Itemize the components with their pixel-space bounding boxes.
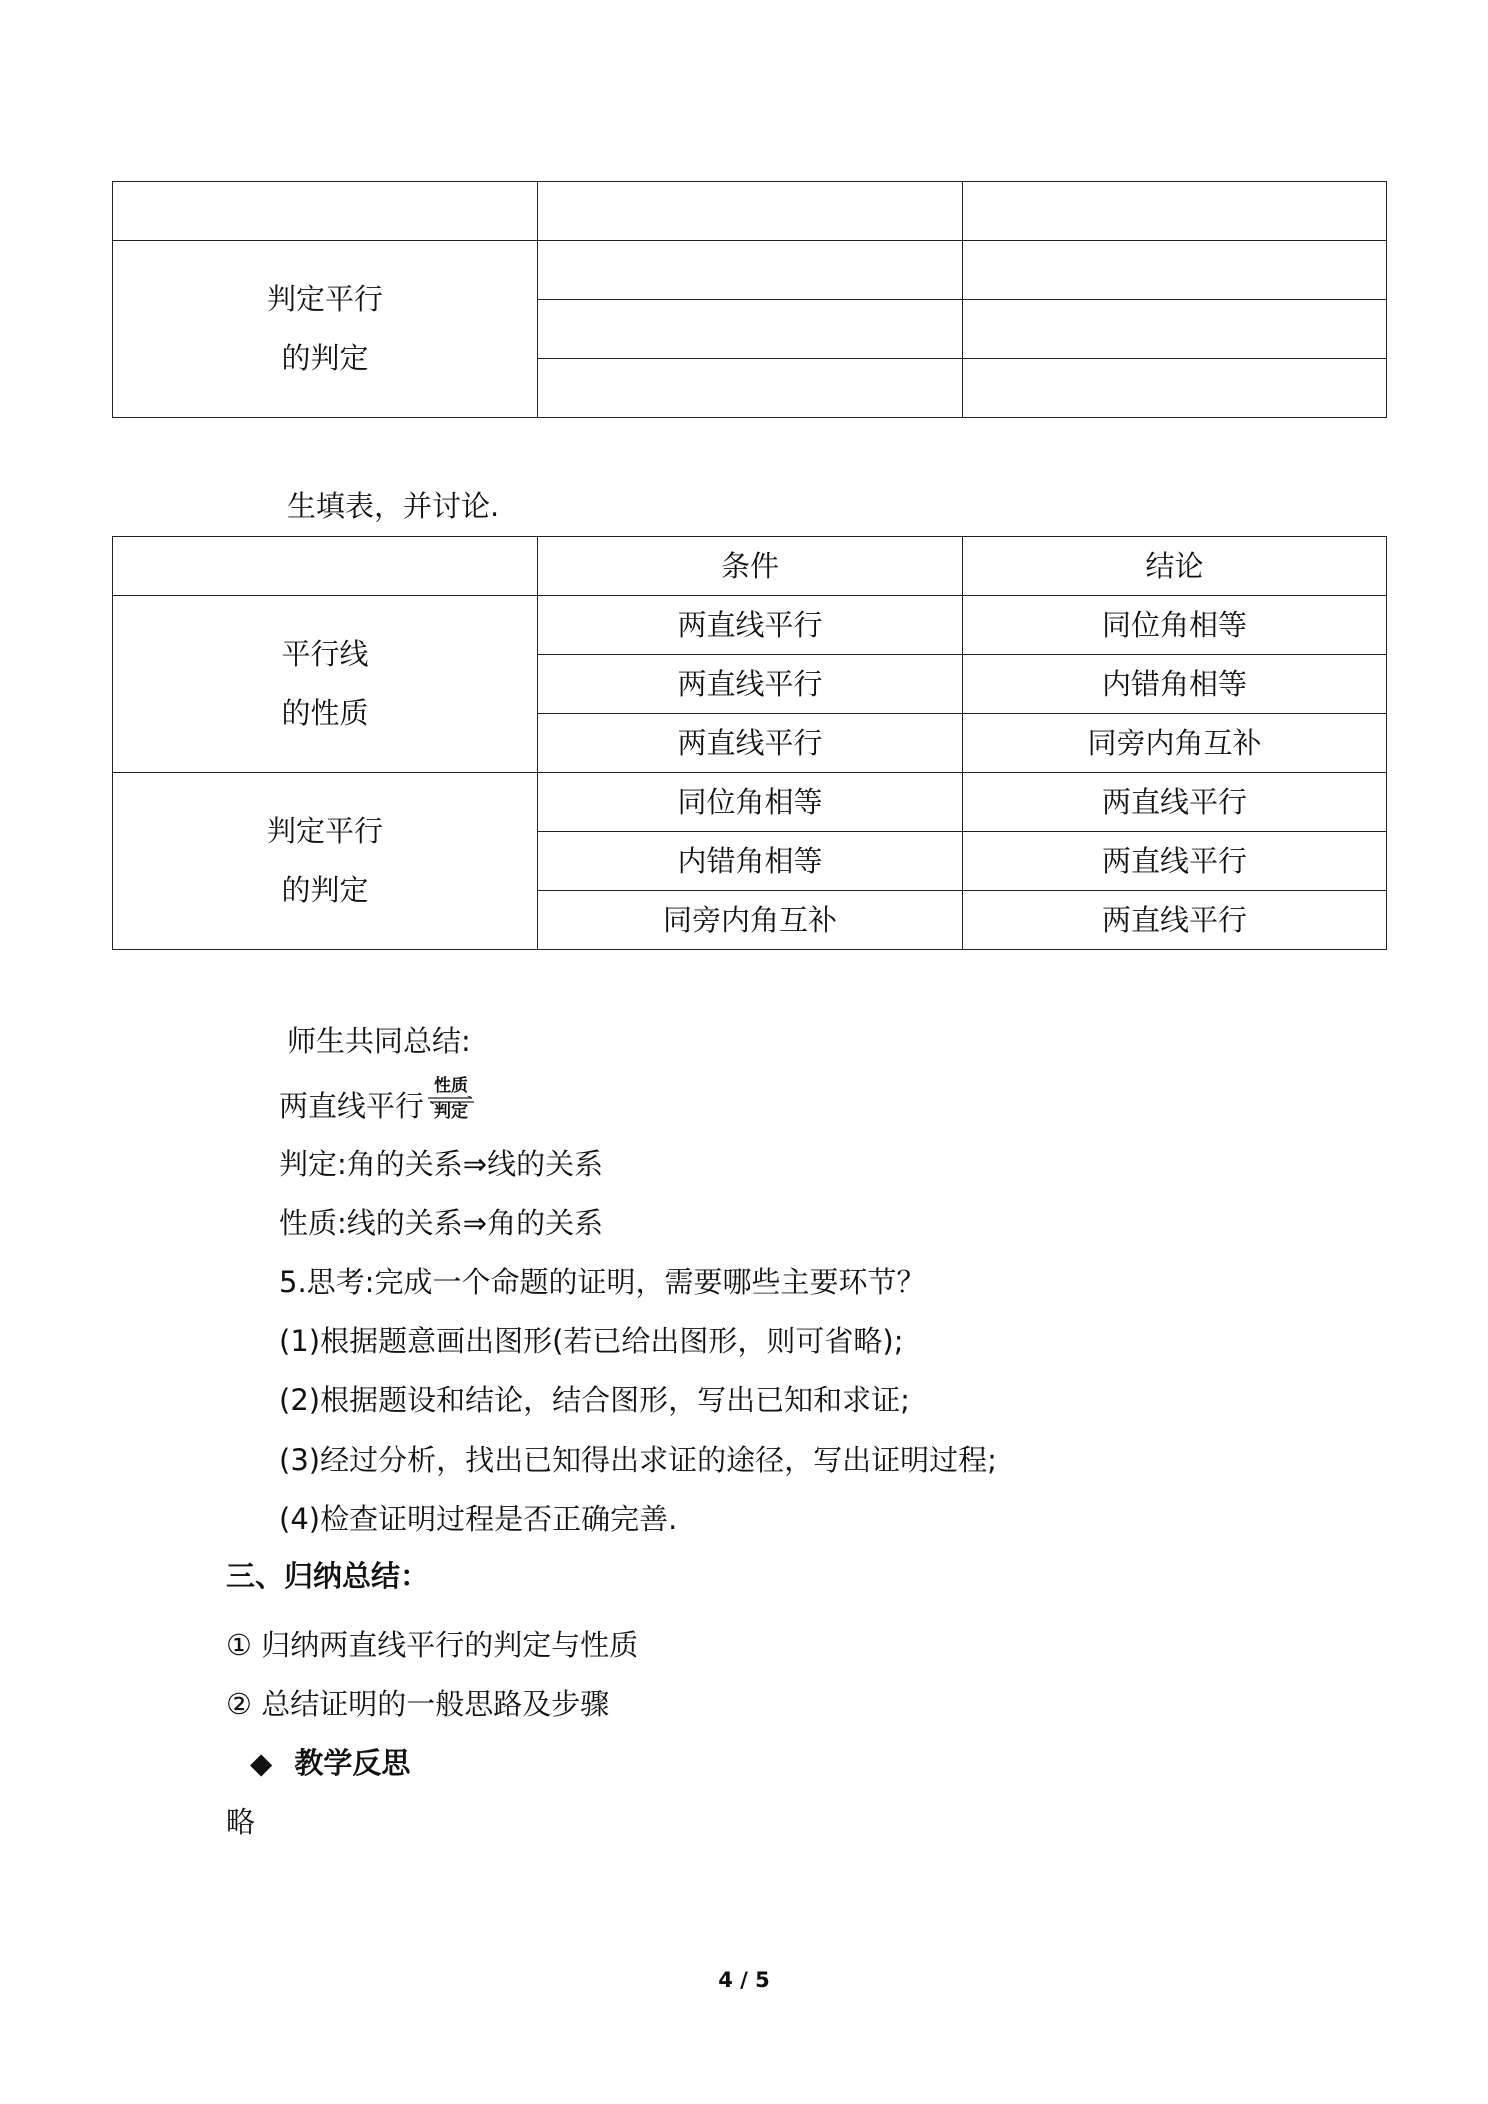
table-cell [963,182,1387,241]
group-label-line2: 的判定 [281,341,369,375]
table-cell [963,241,1387,300]
group-label-line1: 判定平行 [266,282,383,316]
think-step: (3)经过分析，找出已知得出求证的途径，写出证明过程; [279,1443,997,1477]
page-number: 4 / 5 [718,1968,770,1992]
table-row [113,241,1387,300]
group-label-line1: 判定平行 [266,814,383,848]
summary-title: 师生共同总结: [287,1024,471,1058]
table-cell: 同旁内角互补 [538,891,963,950]
relation-text: 两直线平行 [279,1088,425,1123]
relation-line [279,1076,474,1130]
reflection-heading [250,1746,411,1780]
summary-item: ② 总结证明的一般思路及步骤 [226,1687,610,1721]
group-label [113,596,538,773]
think-step: (2)根据题设和结论，结合图形，写出已知和求证; [279,1383,910,1417]
table-cell [538,241,963,300]
reflection-content: 略 [226,1805,256,1839]
table-cell: 两直线平行 [538,714,963,773]
think-question: 5.思考:完成一个命题的证明，需要哪些主要环节？ [279,1265,926,1299]
table-bottom [112,536,1387,950]
judgement-line: 判定:角的关系⇒线的关系 [279,1147,604,1181]
table-cell: 内错角相等 [963,655,1387,714]
think-step: (1)根据题意画出图形(若已给出图形，则可省略); [279,1324,904,1358]
group-label-line2: 的性质 [281,696,369,730]
table-cell [113,182,538,241]
table-cell [963,359,1387,418]
group-label-line1: 平行线 [281,637,369,671]
table-cell: 两直线平行 [963,832,1387,891]
table-cell [538,182,963,241]
table-header-row [113,537,1387,596]
table-cell: 同位角相等 [538,773,963,832]
table-cell [538,300,963,359]
group-label-line2: 的判定 [281,873,369,907]
relation-arrows [428,1078,474,1122]
table-header-cell [113,537,538,596]
reflection-title: 教学反思 [294,1746,411,1780]
relation-top-label: 性质 [434,1076,469,1096]
table-cell: 两直线平行 [538,596,963,655]
table-header-cell: 结论 [963,537,1387,596]
summary-item: ① 归纳两直线平行的判定与性质 [226,1628,639,1662]
table-cell: 两直线平行 [538,655,963,714]
table-cell: 两直线平行 [963,891,1387,950]
section3-title: 三、归纳总结： [226,1559,430,1593]
group-label [113,241,538,418]
table-cell: 内错角相等 [538,832,963,891]
table-top [112,181,1387,418]
intro-text: 生填表，并讨论. [287,489,500,523]
table-header-row [113,182,1387,241]
diamond-bullet-icon: ◆ [250,1746,273,1780]
table-row [113,773,1387,832]
group-label [113,773,538,950]
table-cell [963,300,1387,359]
table-cell: 同旁内角互补 [963,714,1387,773]
table-row [113,596,1387,655]
property-line: 性质:线的关系⇒角的关系 [279,1206,604,1240]
think-step: (4)检查证明过程是否正确完善. [279,1502,678,1536]
relation-bottom-label: 判定 [434,1101,469,1122]
table-cell: 两直线平行 [963,773,1387,832]
table-cell: 同位角相等 [963,596,1387,655]
table-header-cell: 条件 [538,537,963,596]
table-cell [538,359,963,418]
